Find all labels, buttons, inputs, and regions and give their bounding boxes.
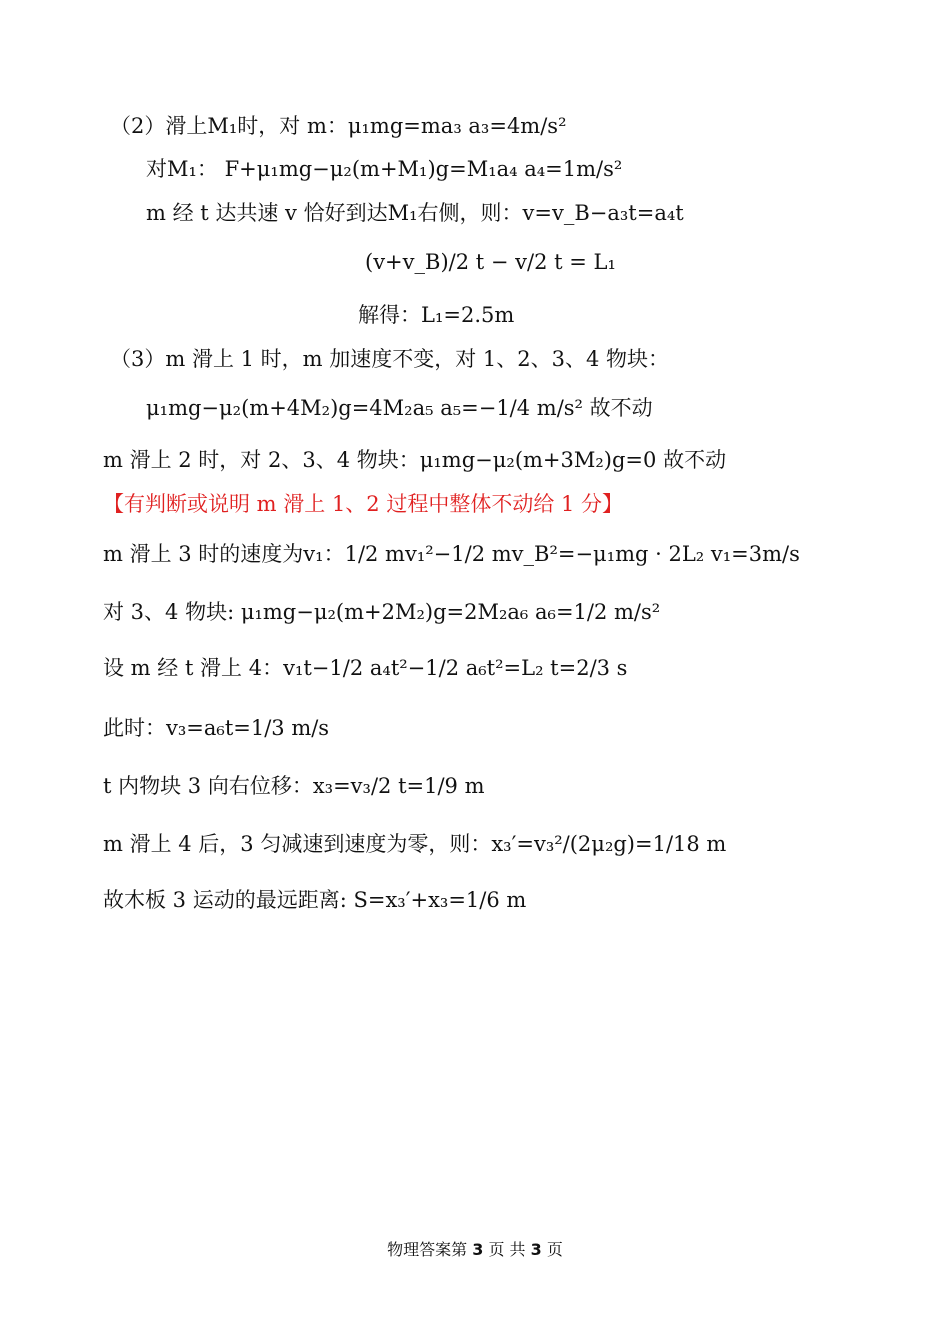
- part3-line-v1: m 滑上 3 时的速度为v₁：1/2 mv₁²−1/2 mv_B²=−μ₁mg · 2L₂ v₁=3m/s: [103, 542, 800, 566]
- part3-line-a5: μ₁mg−μ₂(m+4M₂)g=4M₂a₅ a₅=−1/4 m/s² 故不动: [146, 396, 653, 420]
- footer-page-number: 3: [472, 1240, 484, 1259]
- scoring-note: 【有判断或说明 m 滑上 1、2 过程中整体不动给 1 分】: [103, 492, 624, 516]
- part3-line-x3-prime: m 滑上 4 后，3 匀减速到速度为零，则：x₃′=v₃²/(2μ₂g)=1/18 m: [103, 832, 727, 856]
- footer-total-pages: 3: [530, 1240, 542, 1259]
- part3-line-intro: （3）m 滑上 1 时，m 加速度不变，对 1、2、3、4 物块：: [110, 347, 670, 371]
- part3-line-x3: t 内物块 3 向右位移：x₃=v₃/2 t=1/9 m: [103, 774, 485, 798]
- part3-line-a6: 对 3、4 物块: μ₁mg−μ₂(m+2M₂)g=2M₂a₆ a₆=1/2 m/s²: [103, 600, 661, 624]
- part3-line-v3: 此时：v₃=a₆t=1/3 m/s: [103, 716, 330, 740]
- part3-line-time: 设 m 经 t 滑上 4：v₁t−1/2 a₄t²−1/2 a₆t²=L₂ t=2/3 s: [103, 656, 628, 680]
- page-footer: [0, 1237, 950, 1260]
- part3-line-block2: m 滑上 2 时，对 2、3、4 物块：μ₁mg−μ₂(m+3M₂)g=0 故不动: [103, 448, 727, 472]
- footer-suffix: 页: [546, 1240, 563, 1259]
- part2-line-solution: 解得：L₁=2.5m: [358, 303, 515, 327]
- footer-prefix: 物理答案第: [387, 1240, 468, 1259]
- part3-line-max-distance: 故木板 3 运动的最远距离: S=x₃′+x₃=1/6 m: [103, 888, 527, 912]
- part2-line-common-speed: m 经 t 达共速 v 恰好到达M₁右侧，则：v=v_B−a₃t=a₄t: [146, 201, 684, 225]
- part2-line-M1: 对M₁： F+μ₁mg−μ₂(m+M₁)g=M₁a₄ a₄=1m/s²: [146, 157, 623, 181]
- part2-line-displacement-equation: (v+v_B)/2 t − v/2 t = L₁: [365, 250, 616, 274]
- part2-line-m: （2）滑上M₁时，对 m：μ₁mg=ma₃ a₃=4m/s²: [110, 114, 567, 138]
- footer-middle: 页 共: [488, 1240, 526, 1259]
